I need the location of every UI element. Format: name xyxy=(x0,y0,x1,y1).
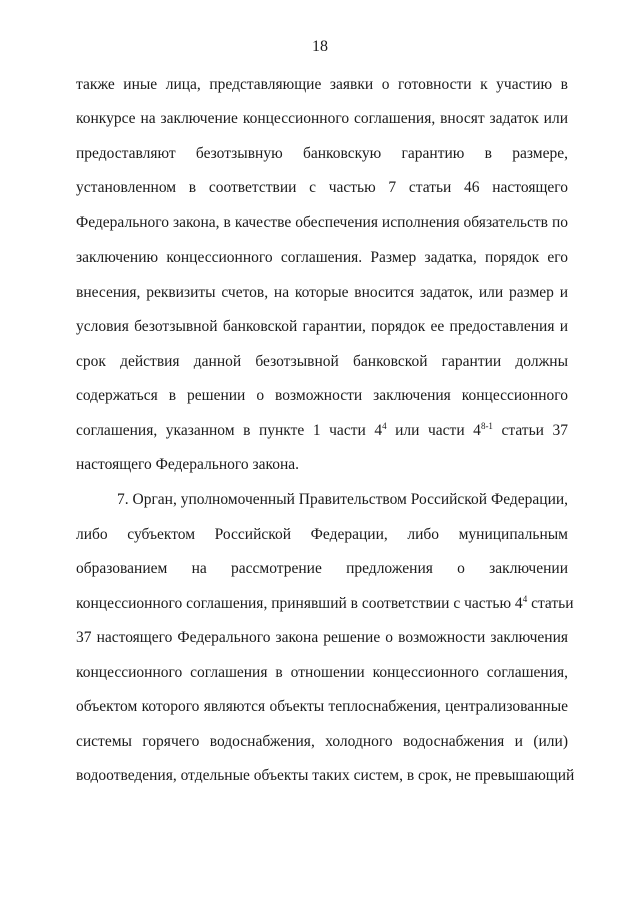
text-line: заключению концессионного соглашения. Размер задатка, порядок его xyxy=(76,249,568,266)
text-line: водоотведения, отдельные объекты таких систем, в срок, не превышающий xyxy=(76,767,575,784)
text-line: объектом которого являются объекты теплоснабжения, централизованные xyxy=(76,698,568,715)
text-segment: статьи xyxy=(527,595,574,612)
paragraph-first-line: 7. Орган, уполномоченный Правительством Российской Федерации, xyxy=(117,491,569,508)
text-line: 37 настоящего Федерального закона решение о возможности заключения xyxy=(76,629,568,646)
text-segment: или части 4 xyxy=(386,422,481,439)
text-line: внесения, реквизиты счетов, на которые вносится задаток, или размер и xyxy=(76,284,568,301)
text-line: настоящего Федерального закона. xyxy=(76,456,300,473)
text-line: содержаться в решении о возможности заключения концессионного xyxy=(76,387,568,404)
text-line xyxy=(76,421,568,441)
text-segment: концессионного соглашения, принявший в соответствии с частью 4 xyxy=(76,595,523,612)
text-segment: соглашения, указанном в пункте 1 части 4 xyxy=(76,422,383,439)
text-line: Федерального закона, в качестве обеспечения исполнения обязательств по xyxy=(76,214,568,231)
text-line: условия безотзывной банковской гарантии, порядок ее предоставления и xyxy=(76,318,568,335)
superscript: 4 xyxy=(522,594,528,604)
text-line: конкурсе на заключение концессионного соглашения, вносят задаток или xyxy=(76,110,568,127)
text-line: либо субъектом Российской Федерации, либо муниципальным xyxy=(76,526,568,543)
superscript: 8-1 xyxy=(480,421,493,431)
text-line: системы горячего водоснабжения, холодного водоснабжения и (или) xyxy=(76,733,568,750)
text-line: концессионного соглашения в отношении концессионного соглашения, xyxy=(76,664,568,681)
text-line: также иные лица, представляющие заявки о готовности к участию в xyxy=(76,76,568,93)
page-number: 18 xyxy=(312,38,328,55)
text-line: срок действия данной безотзывной банковской гарантии должны xyxy=(76,353,568,370)
text-line xyxy=(76,594,574,614)
text-segment: статьи 37 xyxy=(492,422,568,439)
text-line: установленном в соответствии с частью 7 статьи 46 настоящего xyxy=(76,179,568,196)
text-line: предоставляют безотзывную банковскую гарантию в размере, xyxy=(76,145,568,162)
text-line: образованием на рассмотрение предложения о заключении xyxy=(76,560,568,577)
superscript: 4 xyxy=(382,421,387,431)
